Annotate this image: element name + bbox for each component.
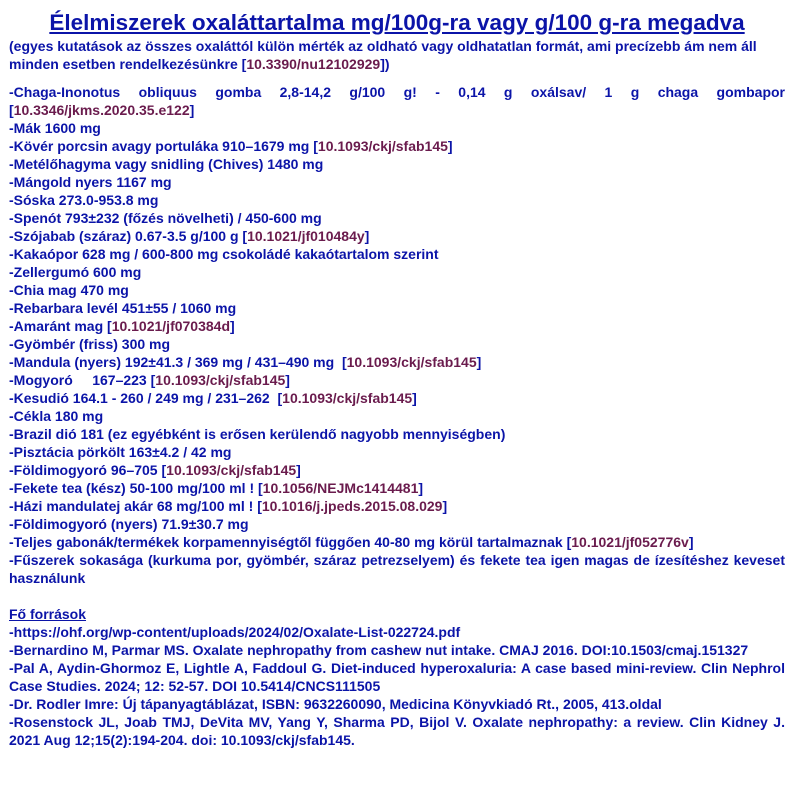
list-item: -Mogyoró 167–223 [10.1093/ckj/sfab145] bbox=[9, 372, 290, 388]
list-item: -Mandula (nyers) 192±41.3 / 369 mg / 431–490 mg [10.1093/ckj/sfab145] bbox=[9, 354, 482, 370]
doi-link[interactable]: 10.1021/jf052776v bbox=[571, 534, 689, 550]
list-item: -Pisztácia pörkölt 163±4.2 / 42 mg bbox=[9, 444, 232, 460]
source-entry: -Pal A, Aydin-Ghormoz E, Lightle A, Faddoul G. Diet-induced hyperoxaluria: A case based mini-review. Clin Nephrol Case Studies. 2024; 12: 52-57. DOI 10.5414/CNCS111505 bbox=[9, 660, 785, 694]
list-item: -Kesudió 164.1 - 260 / 249 mg / 231–262 [10.1093/ckj/sfab145] bbox=[9, 390, 417, 406]
sources-list bbox=[9, 623, 785, 749]
source-entry: -Bernardino M, Parmar MS. Oxalate nephropathy from cashew nut intake. CMAJ 2016. DOI:10.1503/cmaj.151327 bbox=[9, 642, 749, 658]
list-item: -Földimogyoró (nyers) 71.9±30.7 mg bbox=[9, 516, 249, 532]
source-entry: -Rosenstock JL, Joab TMJ, DeVita MV, Yang Y, Sharma PD, Bijol V. Oxalate nephropathy: a review. Clin Kidney J. 2021 Aug 12;15(2):194-204. doi: 10.1093/ckj/sfab145. bbox=[9, 714, 785, 748]
source-entry[interactable]: -https://ohf.org/wp-content/uploads/2024/02/Oxalate-List-022724.pdf bbox=[9, 624, 461, 640]
list-item: -Chaga-Inonotus obliquus gomba 2,8-14,2 g/100 g! - 0,14 g oxálsav/ 1 g chaga gombapor [10.3346/jkms.2020.35.e122] bbox=[9, 84, 789, 118]
doi-link[interactable]: 10.1093/ckj/sfab145 bbox=[155, 372, 286, 388]
sources-title: Fő források bbox=[9, 606, 87, 622]
list-item: -Mák 1600 mg bbox=[9, 120, 101, 136]
list-item: -Spenót 793±232 (főzés növelheti) / 450-600 mg bbox=[9, 210, 322, 226]
list-item: -Brazil dió 181 (ez egyébként is erősen kerülendő nagyobb mennyiségben) bbox=[9, 426, 506, 442]
list-item: -Cékla 180 mg bbox=[9, 408, 104, 424]
doi-link[interactable]: 10.1093/ckj/sfab145 bbox=[282, 390, 413, 406]
list-item: -Teljes gabonák/termékek korpamennyiségtől függően 40-80 mg körül tartalmaznak [10.1021/jf052776v] bbox=[9, 534, 694, 550]
list-item: -Kövér porcsin avagy portuláka 910–1679 mg [10.1093/ckj/sfab145] bbox=[9, 138, 453, 154]
doi-link[interactable]: 10.3390/nu12102929 bbox=[246, 56, 381, 72]
list-item: -Sóska 273.0-953.8 mg bbox=[9, 192, 159, 208]
doi-link[interactable]: 10.1056/NEJMc1414481 bbox=[262, 480, 419, 496]
doi-link[interactable]: 10.1021/jf010484y bbox=[247, 228, 365, 244]
list-item: -Amaránt mag [10.1021/jf070384d] bbox=[9, 318, 235, 334]
list-item: -Szójabab (száraz) 0.67-3.5 g/100 g [10.1021/jf010484y] bbox=[9, 228, 370, 244]
list-item: -Gyömbér (friss) 300 mg bbox=[9, 336, 171, 352]
doi-link[interactable]: 10.1093/ckj/sfab145 bbox=[346, 354, 477, 370]
list-item: -Fekete tea (kész) 50-100 mg/100 ml ! [10.1056/NEJMc1414481] bbox=[9, 480, 424, 496]
oxalate-list bbox=[9, 83, 789, 587]
list-item: -Földimogyoró 96–705 [10.1093/ckj/sfab145] bbox=[9, 462, 301, 478]
doi-link[interactable]: 10.3346/jkms.2020.35.e122 bbox=[13, 102, 190, 118]
list-item: -Mángold nyers 1167 mg bbox=[9, 174, 172, 190]
doi-link[interactable]: 10.1021/jf070384d bbox=[111, 318, 231, 334]
doi-link[interactable]: 10.1016/j.jpeds.2015.08.029 bbox=[261, 498, 443, 514]
list-item: -Fűszerek sokasága (kurkuma por, gyömbér, száraz petrezselyem) és fekete tea igen magas de ízesítéshez keveset használunk bbox=[9, 552, 789, 586]
doi-link[interactable]: 10.1093/ckj/sfab145 bbox=[317, 138, 448, 154]
list-item: -Házi mandulatej akár 68 mg/100 ml ! [10.1016/j.jpeds.2015.08.029] bbox=[9, 498, 448, 514]
list-item: -Zellergumó 600 mg bbox=[9, 264, 142, 280]
page-title: Élelmiszerek oxaláttartalma mg/100g-ra vagy g/100 g-ra megadva bbox=[49, 10, 745, 35]
list-item: -Metélőhagyma vagy snidling (Chives) 1480 mg bbox=[9, 156, 324, 172]
list-item: -Kakaópor 628 mg / 600-800 mg csokoládé kakaótartalom szerint bbox=[9, 246, 439, 262]
source-entry: -Dr. Rodler Imre: Új tápanyagtáblázat, ISBN: 9632260090, Medicina Könyvkiadó Rt., 2005, 413.oldal bbox=[9, 696, 662, 712]
intro-note: (egyes kutatások az összes oxaláttól külön mérték az oldható vagy oldhatatlan formát, ami precízebb ám nem áll minden esetben rendelkezésünkre [10.3390/nu12102929]) bbox=[9, 38, 757, 72]
list-item: -Rebarbara levél 451±55 / 1060 mg bbox=[9, 300, 237, 316]
list-item: -Chia mag 470 mg bbox=[9, 282, 129, 298]
doi-link[interactable]: 10.1093/ckj/sfab145 bbox=[166, 462, 297, 478]
